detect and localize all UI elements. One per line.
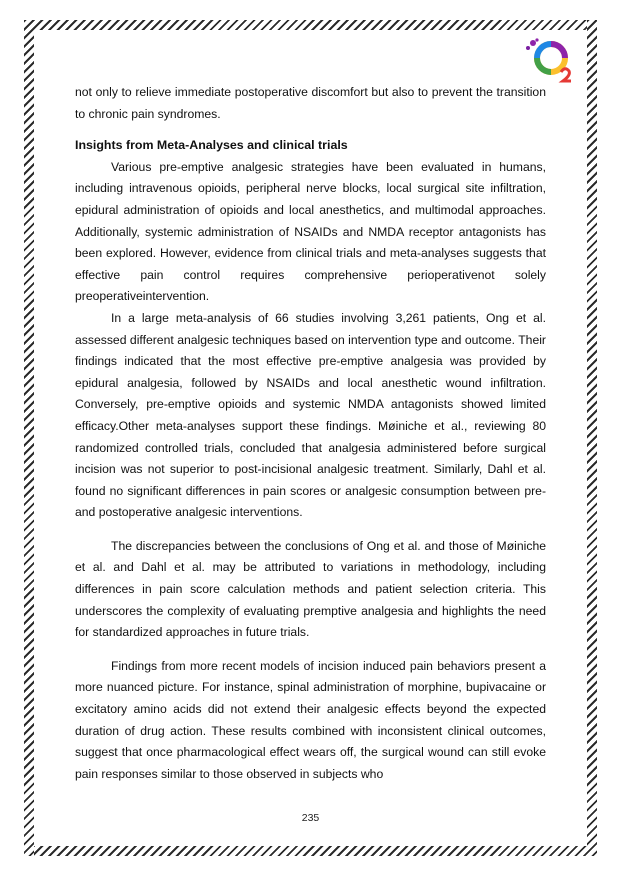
page-body: [75, 82, 546, 785]
decorative-border-top: [24, 20, 597, 30]
decorative-border-bottom: [24, 846, 597, 856]
paragraph-discrepancies: The discrepancies between the conclusions of Ong et al. and those of Møiniche et al. and Dahl et al. may be attributed to variations in methodology, including differences in pain score calculation methods and patient selection criteria. This underscores the complexity of evaluating premptive analgesia and highlights the need for standardized approaches in future trials.: [75, 538, 546, 640]
paragraph-recent-models: Findings from more recent models of incision induced pain behaviors present a more nuanced picture. For instance, spinal administration of morphine, bupivacaine or excitatory amino acids did not extend their analgesic effects beyond the expected duration of drug action. These results combined with inconsistent clinical outcomes, suggest that once pharmacological effect wears off, the surgical wound can still evoke pain responses similar to those observed in subjects who: [75, 658, 546, 781]
decorative-border-left: [24, 20, 34, 856]
o2-logo-icon: [523, 36, 579, 86]
decorative-border-right: [587, 20, 597, 856]
paragraph-strategies: Various pre-emptive analgesic strategies have been evaluated in humans, including intravenous opioids, peripheral nerve blocks, local surgical site infiltration, epidural administration of opioids and local anesthetics, and multimodal approaches. Additionally, systemic administration of NSAIDs and NMDA receptor antagonists has been explored. However, evidence from clinical trials and meta-analyses suggests that effective pain control requires comprehensive perioperativenot solely preoperativeintervention.: [75, 159, 546, 304]
intro-paragraph: not only to relieve immediate postoperative discomfort but also to prevent the transition to chronic pain syndromes.: [75, 85, 546, 121]
page-number: 235: [301, 812, 320, 824]
paragraph-meta-analysis: In a large meta-analysis of 66 studies involving 3,261 patients, Ong et al. assessed different analgesic techniques based on intervention type and outcome. Their findings indicated that the most effective pre-emptive analgesia was provided by epidural analgesia, followed by NSAIDs and local anesthetic wound infiltration. Conversely, pre-emptive opioids and systemic NMDA antagonists showed limited efficacy.Other meta-analyses support these findings. Møiniche et al., reviewing 80 randomized controlled trials, concluded that analgesia administered before surgical incision was not superior to post-incisional analgesic treatment. Similarly, Dahl et al. found no significant differences in pain scores or analgesic consumption between pre- and postoperative analgesic interventions.: [75, 310, 546, 520]
section-heading: Insights from Meta-Analyses and clinical trials: [75, 138, 348, 153]
